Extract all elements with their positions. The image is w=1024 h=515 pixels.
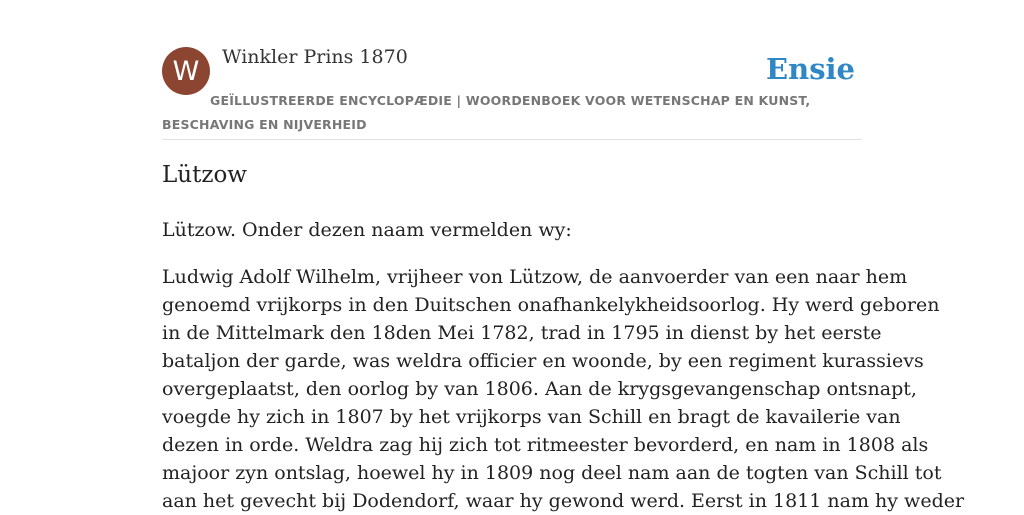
article-body [162,263,965,515]
ensie-logo-link[interactable]: Ensie [766,52,855,86]
source-avatar[interactable] [162,47,210,95]
body-line: genoemd vrijkorps in den Duitschen onafhankelykheidsoorlog. Hy werd geboren [162,294,940,316]
article-intro: Lützow. Onder dezen naam vermelden wy: [162,219,572,241]
source-title-link[interactable]: Winkler Prins 1870 [222,46,408,68]
body-line: dezen in orde. Weldra zag hij zich tot ritmeester bevorderd, en nam in 1808 als [162,434,929,456]
body-line: Ludwig Adolf Wilhelm, vrijheer von Lützow, de aanvoerder van een naar hem [162,266,908,288]
body-line: overgeplaatst, den oorlog by van 1806. Aan de krygsgevangenschap ontsnapt, [162,378,917,400]
body-line: bataljon der garde, was weldra officier en woonde, by een regiment kurassievs [162,350,924,372]
body-line: aan het gevecht bij Dodendorf, waar hy gewond werd. Eerst in 1811 nam hy weder [162,490,965,512]
body-line: voegde hy zich in 1807 by het vrijkorps van Schill en bragt de kavailerie van [162,406,901,428]
header-divider [162,139,862,140]
source-subtitle: GEÏLLUSTREERDE ENCYCLOPÆDIE | WOORDENBOEK VOOR WETENSCHAP EN KUNST, BESCHAVING EN NIJVERHEID [162,93,811,132]
avatar-letter: W [172,55,200,87]
body-line: in de Mittelmark den 18den Mei 1782, trad in 1795 in dienst by het eerste [162,322,882,344]
body-line: majoor zyn ontslag, hoewel hy in 1809 nog deel nam aan de togten van Schill tot [162,462,942,484]
article-headword: Lützow [162,162,247,188]
